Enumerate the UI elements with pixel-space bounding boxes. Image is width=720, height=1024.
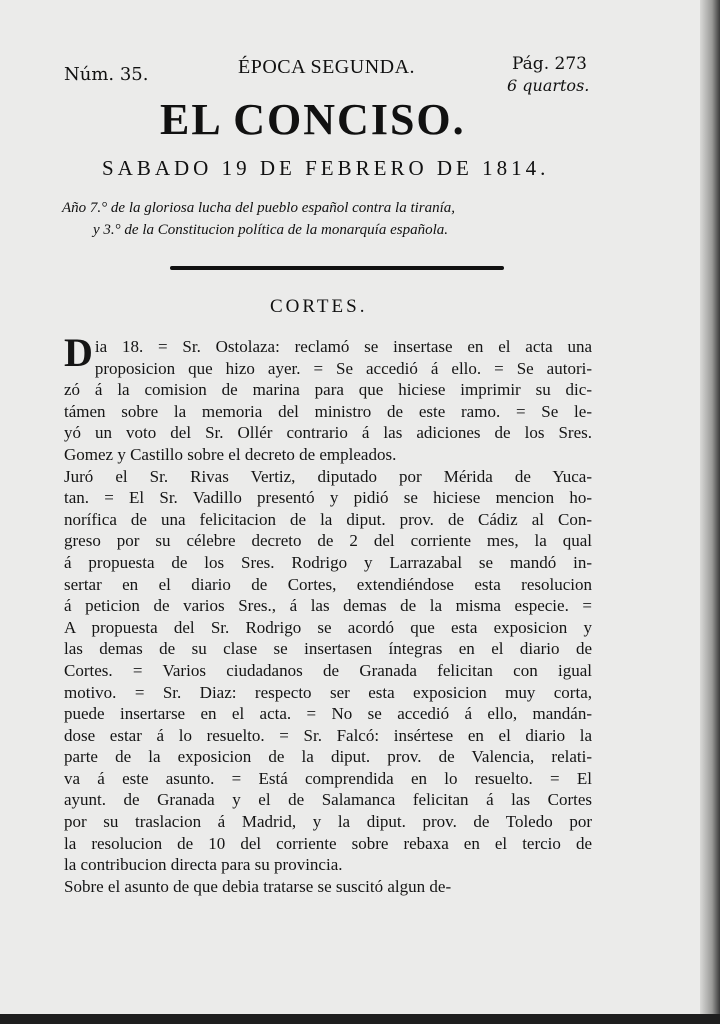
epoch-label: ÉPOCA SEGUNDA.	[238, 56, 416, 78]
section-heading: CORTES.	[270, 296, 368, 317]
text-line: Juró el Sr. Rivas Vertiz, diputado por Mérida de Yuca-	[64, 466, 592, 486]
text-line: por su traslacion á Madrid, y la diput. prov. de Toledo por	[64, 812, 592, 832]
text-line: motivo. = Sr. Diaz: respecto ser esta exposicion muy corta,	[64, 682, 592, 702]
drop-cap: D	[64, 330, 93, 375]
text-line: proposicion que hizo ayer. = Se accedió á ello. = Se autori-	[94, 358, 592, 378]
text-line: dose estar á lo resuelto. = Sr. Falcó: insértese en el diario la	[64, 725, 592, 745]
text-line: Sobre el asunto de que debia tratarse se suscitó algun de-	[64, 876, 452, 896]
text-line: ia 18. = Sr. Ostolaza: reclamó se insertase en el acta una	[94, 337, 592, 356]
text-line: Gomez y Castillo sobre el decreto de empleados.	[64, 444, 397, 464]
newspaper-title: EL CONCISO.	[160, 95, 466, 144]
price-label: 6 quartos.	[507, 76, 590, 95]
text-line: puede insertarse en el acta. = No se accedió á ello, mandán-	[64, 704, 592, 724]
text-line: Cortes. = Varios ciudadanos de Granada felicitan con igual	[64, 660, 592, 680]
motto-line-1: Año 7.° de la gloriosa lucha del pueblo español contra la tiranía,	[62, 200, 456, 216]
divider-rule	[170, 266, 504, 270]
text-line: la resolucion de 10 del corriente sobre rebaxa en el tercio de	[64, 833, 592, 853]
text-line: támen sobre la memoria del ministro de este ramo. = Se le-	[64, 401, 592, 421]
text-line: á propuesta de los Sres. Rodrigo y Larrazabal se mandó in-	[64, 552, 592, 572]
text-line: A propuesta del Sr. Rodrigo se acordó que esta exposicion y	[64, 617, 592, 637]
text-line: norífica de una felicitacion de la diput. prov. de Cádiz al Con-	[64, 509, 592, 529]
issue-number: Núm. 35.	[64, 64, 149, 85]
page-edge	[700, 0, 720, 1024]
text-line: la contribucion directa para su provincia.	[64, 855, 343, 875]
text-line: va á este asunto. = Está comprendida en lo resuelto. = El	[64, 768, 592, 788]
text-line: tan. = El Sr. Vadillo presentó y pidió se hiciese mencion ho-	[64, 488, 592, 508]
article-body	[64, 330, 592, 897]
issue-date: SABADO 19 DE FEBRERO DE 1814.	[102, 156, 550, 180]
text-line: á peticion de varios Sres., á las demas de la misma especie. =	[64, 596, 592, 616]
text-line: sertar en el diario de Cortes, extendiéndose esta resolucion	[64, 574, 592, 594]
text-line: zó á la comision de marina para que hiciese imprimir su dic-	[64, 380, 592, 400]
page-number: Pág. 273	[512, 54, 587, 74]
text-line: parte de la exposicion de la diput. prov. de Valencia, relati-	[64, 747, 592, 767]
text-line: greso por su célebre decreto de 2 del corriente mes, la qual	[64, 531, 592, 551]
bottom-border	[0, 1014, 720, 1024]
text-line: las demas de su clase se insertasen íntegras en el diario de	[64, 639, 592, 659]
text-line: ayunt. de Granada y el de Salamanca felicitan á las Cortes	[64, 790, 592, 810]
motto-line-2: y 3.° de la Constitucion política de la monarquía española.	[93, 222, 448, 238]
text-line: yó un voto del Sr. Ollér contrario á las adiciones de los Sres.	[64, 423, 592, 443]
